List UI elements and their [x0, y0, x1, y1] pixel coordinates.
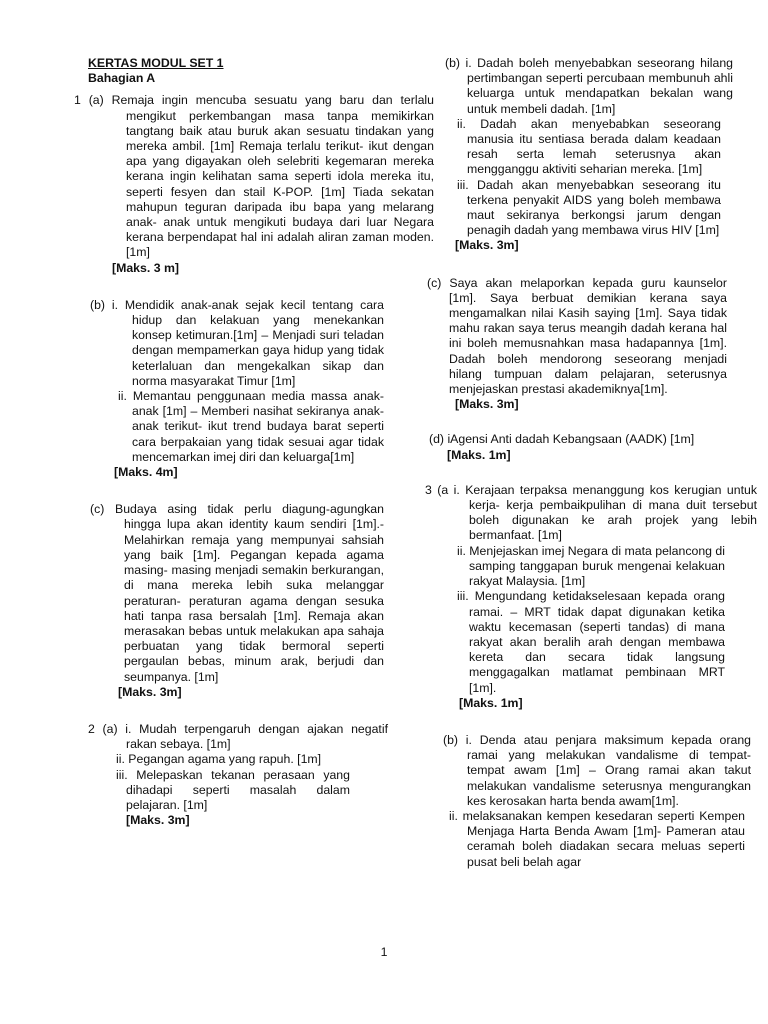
marks-1c: [Maks. 3m]	[118, 684, 182, 699]
right-column	[415, 56, 757, 870]
left-column	[74, 56, 434, 828]
answer-3a-i: 3 (a i. Kerajaan terpaksa menanggung kos kerugian untuk kerja- kerja pembaikpulihan di mana duit tersebut boleh digunakan ke arah projek yang lebih bermanfaat. [1m]	[425, 482, 757, 543]
marks-1b: [Maks. 4m]	[114, 465, 178, 480]
answer-3a-iii: iii. Mengundang ketidakselesaan kepada orang ramai. – MRT tidak dapat digunakan ketika waktu kecemasan (seperti tandas) di mana rakyat akan beralih arah dengan membawa kereta dan secara tidak langsung menggagalkan matlamat pembinaan MRT [1m].	[457, 589, 725, 695]
answer-1c: (c) Budaya asing tidak perlu diagung-agungkan hingga lupa akan identity kaum sendiri [1m].- Melahirkan remaja yang mempunyai sahsiah yang baik [1m]. Pegangan kepada agama masing- masing menjadi semakin berkurangan, di mana mereka lebih suka melanggar peraturan- peraturan agama dengan sesuka hati tanpa rasa bersalah [1m]. Remaja akan merasakan bebas untuk melakukan apa sahaja perbuatan yang tidak bermoral seperti pergaulan bebas, minum arak, berjudi dan seumpanya. [1m]	[90, 502, 384, 684]
marks-2d: [Maks. 1m]	[447, 447, 511, 462]
answer-2b-ii: ii. Dadah akan menyebabkan seseorang manusia itu sentiasa berada dalam keadaan resah serta lemah seterusnya akan mengganggu aktiviti seharian mereka. [1m]	[457, 116, 721, 177]
answer-2d: (d) iAgensi Anti dadah Kebangsaan (AADK) [1m]	[429, 432, 695, 447]
marks-2c: [Maks. 3m]	[455, 397, 519, 412]
paper-title: KERTAS MODUL SET 1	[88, 56, 224, 70]
answer-1b-i: (b) i. Mendidik anak-anak sejak kecil tentang cara hidup dan kelakuan yang menekankan konsep ketimuran.[1m] – Menjadi suri teladan dengan mempamerkan gaya hidup yang tidak keterlaluan dan mengekalkan sikap dan norma masyarakat Timur [1m]	[90, 297, 384, 388]
answer-3b-ii: ii. melaksanakan kempen kesedaran seperti Kempen Menjaga Harta Benda Awam [1m]- Pameran atau ceramah boleh diadakan secara meluas seperti pusat beli belah agar	[449, 808, 745, 869]
answer-1a: 1 (a) Remaja ingin mencuba sesuatu yang baru dan terlalu mengikut perkembangan masa tanpa memikirkan tangtang baik atau buruk akan sesuatu tindakan yang mereka ambil. [1m] Remaja terlalu terikut- ikut dengan apa yang digayakan oleh selebriti kegemaran mereka kerana ingin kelihatan sama seperti idola mereka itu, seperti fesyen dan stail K-POP. [1m] Tiada sekatan mahupun teguran daripada ibu bapa yang melarang anak- anak untuk mengikuti budaya dari luar Negara kerana berpendapat hal ini adalah aliran zaman moden. [1m]	[74, 93, 434, 260]
answer-2a-ii: ii. Pegangan agama yang rapuh. [1m]	[116, 752, 322, 767]
marks-2a: [Maks. 3m]	[126, 813, 190, 828]
answer-2c: (c) Saya akan melaporkan kepada guru kaunselor [1m]. Saya berbuat demikian kerana saya mengamalkan nilai Kasih saying [1m]. Saya tidak mahu rakan saya terus meangih dadah kerana hal ini boleh memusnahkan masa hadapannya [1m]. Dadah boleh mendorong seseorang menjadi hilang tumpuan dalam pelajaran, seterusnya menjejaskan prestasi akademiknya[1m].	[427, 275, 727, 397]
answer-2a-iii: iii. Melepaskan tekanan perasaan yang dihadapi seperti masalah dalam pelajaran. [1m]	[116, 767, 350, 812]
answer-2b-i: (b) i. Dadah boleh menyebabkan seseorang hilang pertimbangan seperti percubaan membunuh ahli keluarga untuk mendapatkan bekalan wang untuk membeli dadah. [1m]	[445, 56, 733, 116]
answer-2a-i: 2 (a) i. Mudah terpengaruh dengan ajakan negatif rakan sebaya. [1m]	[88, 721, 388, 752]
marks-1a: [Maks. 3 m]	[112, 260, 179, 275]
section-title: Bahagian A	[88, 71, 156, 86]
answer-2b-iii: iii. Dadah akan menyebabkan seseorang itu terkena penyakit AIDS yang boleh membawa maut sekiranya berkongsi jarum dengan penagih dadah yang membawa virus HIV [1m]	[457, 177, 721, 238]
marks-2b: [Maks. 3m]	[455, 238, 519, 253]
answer-1b-ii: ii. Memantau penggunaan media massa anak- anak [1m] – Memberi nasihat sekiranya anak-anak terikut- ikut trend budaya barat seperti cara berpakaian yang tidak sesuai agar tidak mencemarkan imej diri dan keluarga[1m]	[118, 389, 384, 464]
answer-3a-ii: ii. Menjejaskan imej Negara di mata pelancong di samping tanggapan buruk mengenai kelakuan rakyat Malaysia. [1m]	[457, 543, 725, 589]
answer-3b-i: (b) i. Denda atau penjara maksimum kepada orang ramai yang melakukan vandalisme di tempat- tempat awam [1m] – Orang ramai akan takut melakukan vandalisme seterusnya mengurangkan kes kerosakan harta benda awam[1m].	[443, 732, 751, 808]
marks-3a: [Maks. 1m]	[459, 695, 523, 710]
page-number: 1	[380, 945, 388, 959]
